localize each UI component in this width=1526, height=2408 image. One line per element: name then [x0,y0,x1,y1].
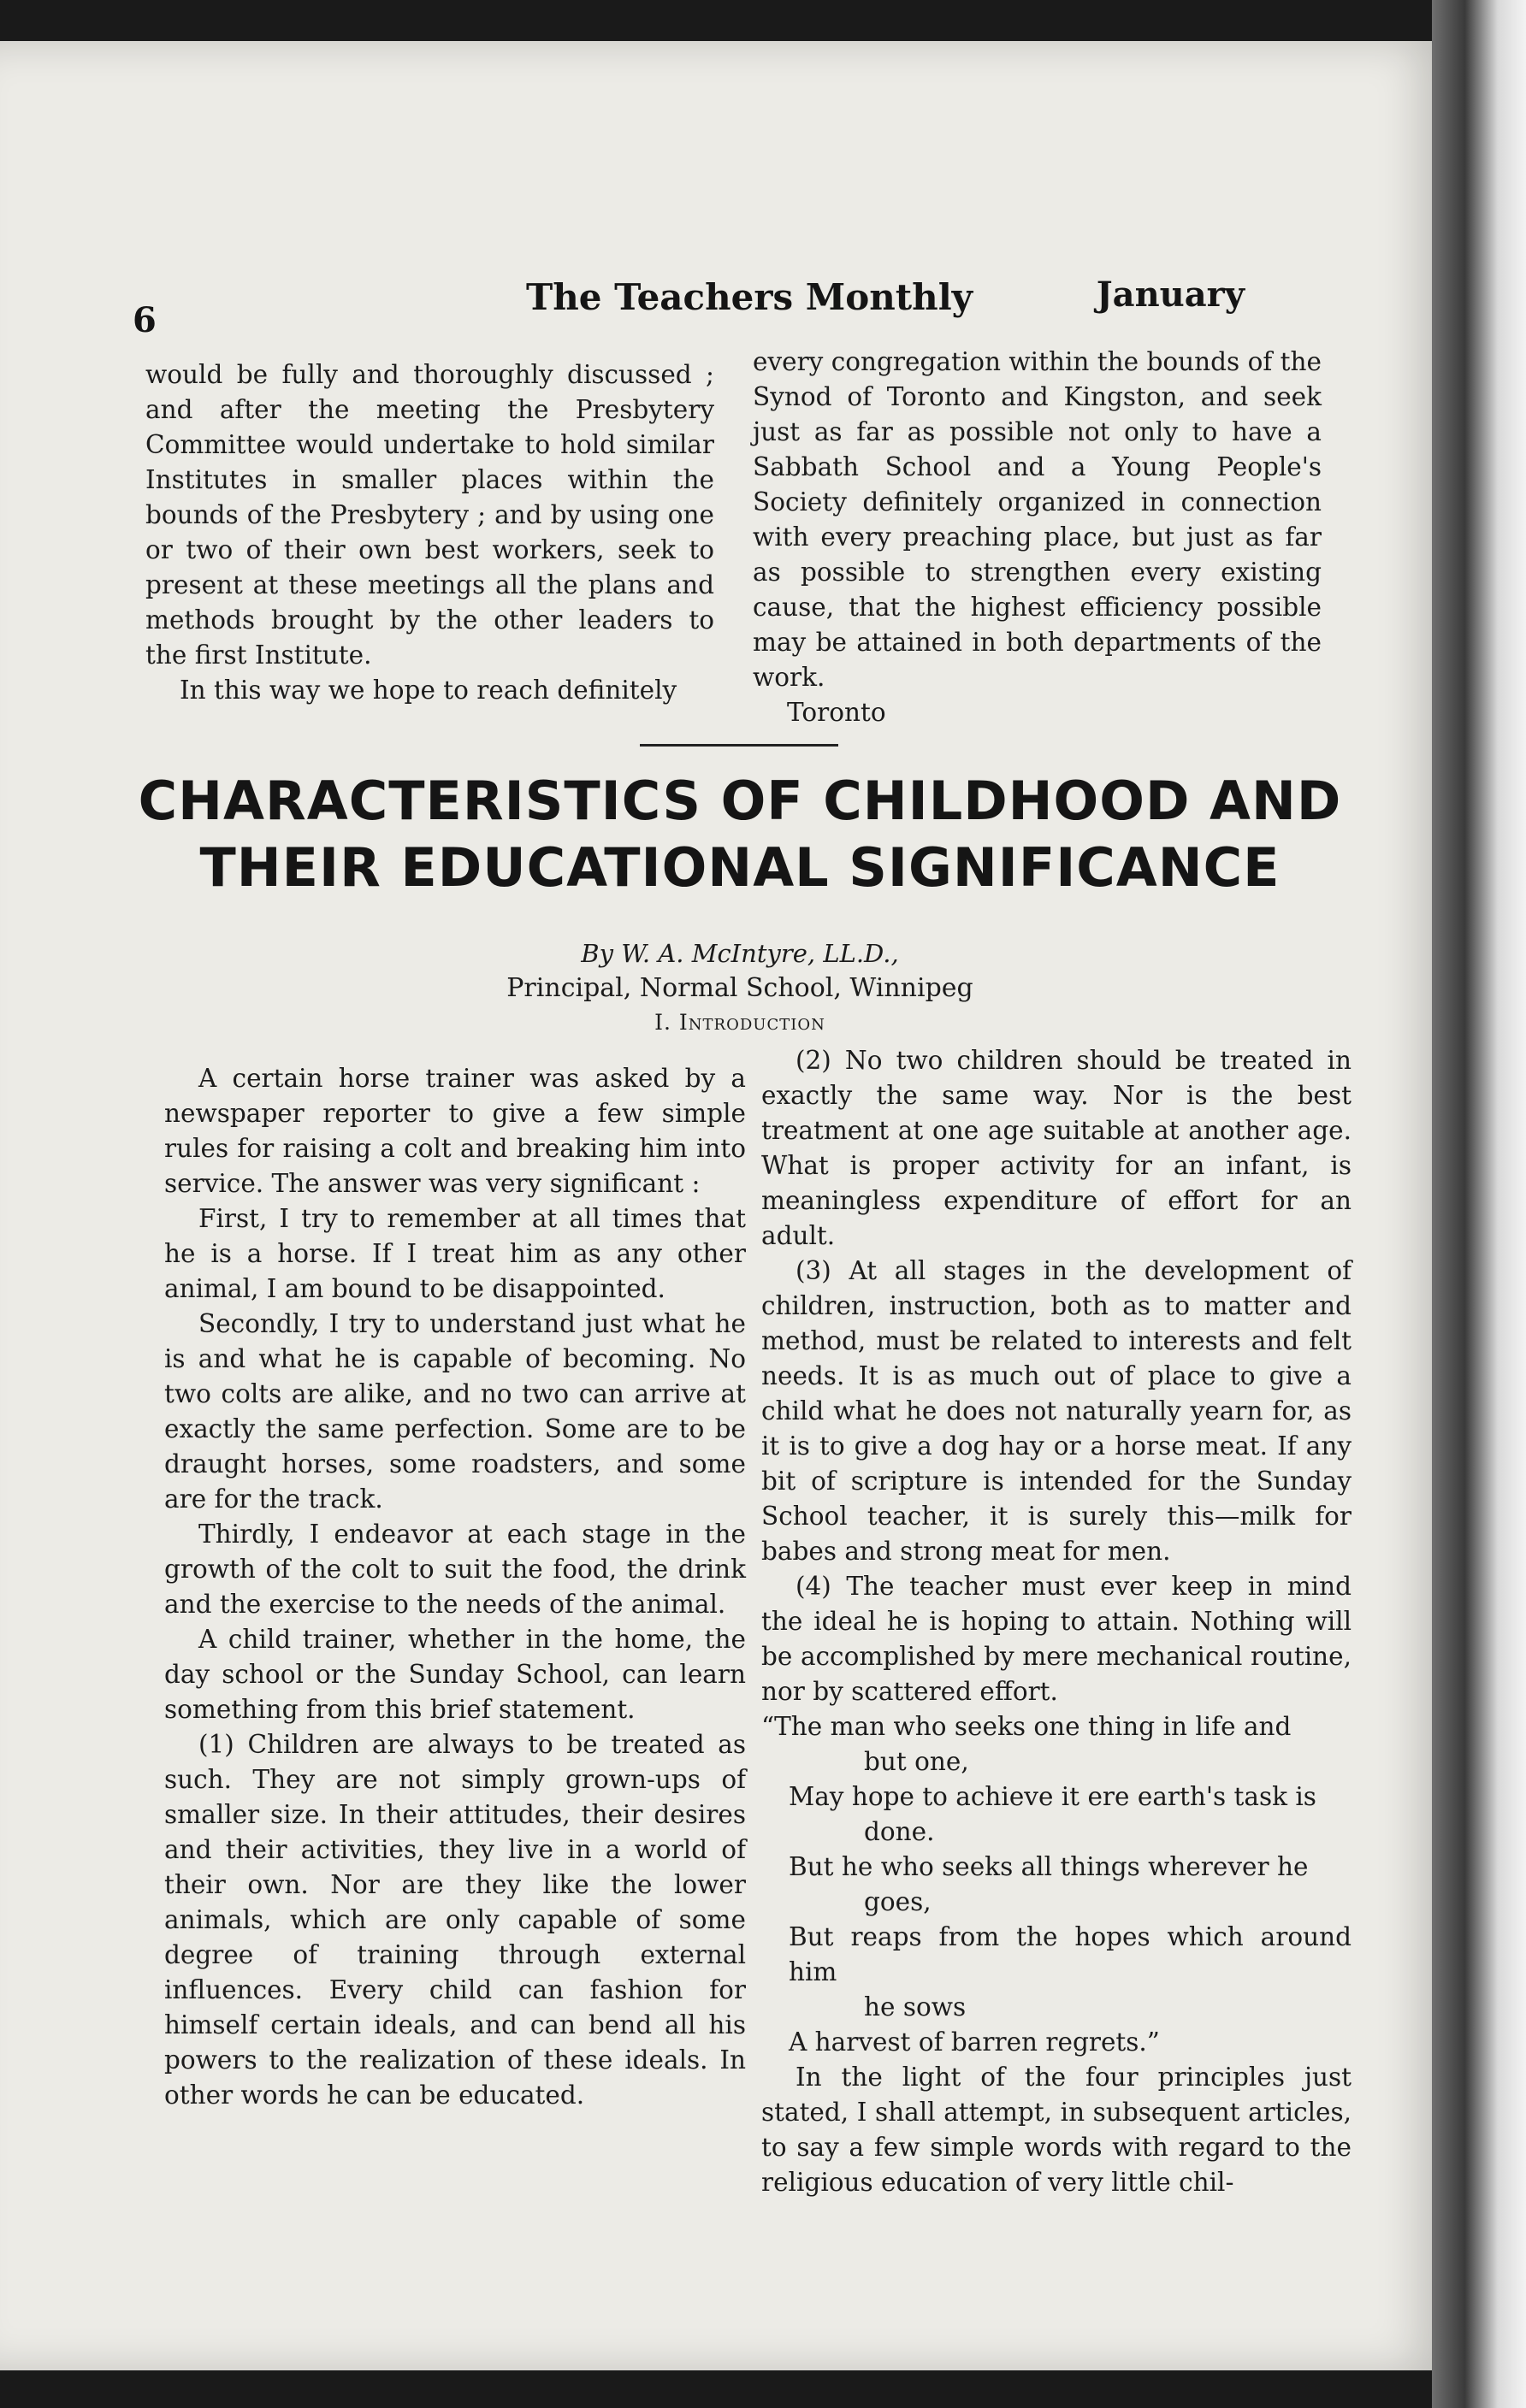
continued-article-left-column [145,357,714,708]
poem-line: May hope to achieve it ere earth's task is [789,1782,1316,1811]
quoted-poem [761,1709,1352,2060]
issue-month: January [1096,274,1245,315]
author-affiliation: Principal, Normal School, Winnipeg [506,973,973,1003]
poem-line: But he who seeks all things wherever he [789,1852,1309,1881]
section-divider [640,744,838,747]
paragraph: In the light of the four principles just stated, I shall attempt, in subsequent articles, to say a few simple words with regard to the religious education of very little chil- [761,2063,1352,2197]
poem-line-continuation: done. [864,1817,935,1846]
paragraph: Secondly, I try to understand just what he is and what he is capable of becoming. No two colts are alike, and no two can arrive at exactly the same perfection. Some are to be draught horses, some roadsters, and some are for the track. [164,1309,746,1514]
paragraph: In this way we hope to reach definitely [180,676,677,705]
paragraph: (2) No two children should be treated in exactly the same way. Nor is the best treatment at one age suitable at another age. What is proper activity for an infant, is meaningless expenditure of effort for an adult. [761,1046,1352,1250]
paragraph: would be fully and thoroughly discussed ; and after the meeting the Presbytery Committee would undertake to hold similar Institutes in smaller places within the bounds of the Presbytery ; and by using one or two of their own best workers, seek to present at these meetings all the plans and methods brought by the other leaders to the first Institute. [145,360,714,670]
poem-line-continuation: he sows [864,1992,967,2021]
paragraph: A certain horse trainer was asked by a newspaper reporter to give a few simple rules for raising a colt and breaking him into service. The answer was very significant : [164,1064,746,1198]
paragraph: (4) The teacher must ever keep in mind the ideal he is hoping to attain. Nothing will be accomplished by mere mechanical routine, nor by scattered effort. [761,1572,1352,1706]
title-line: THEIR EDUCATIONAL SIGNIFICANCE [199,836,1281,899]
author-byline: By W. A. McIntyre, LL.D., [581,939,899,968]
article-left-column [164,1061,746,2113]
page-number: 6 [133,300,157,340]
signoff-location: Toronto [787,698,886,727]
continued-article-right-column [753,345,1322,730]
running-header [133,274,1245,340]
paragraph: A child trainer, whether in the home, the day school or the Sunday School, can learn something from this brief statement. [164,1625,746,1724]
journal-page [0,41,1454,2370]
poem-line-continuation: goes, [864,1887,932,1916]
article-title [128,768,1352,901]
book-spine-edge [1432,0,1526,2408]
poem-line-continuation: but one, [864,1747,969,1776]
title-line: CHARACTERISTICS OF CHILDHOOD AND [138,770,1342,832]
poem-line: But reaps from the hopes which around him [789,1922,1352,1986]
paragraph: every congregation within the bounds of the Synod of Toronto and Kingston, and seek just as far as possible not only to have a Sabbath School and a Young People's Society definitely organized in connection with every preaching place, but just as far as possible to strengthen every existing cause, that the highest efficiency possible may be attained in both departments of the work. [753,347,1322,692]
article-right-column [761,1043,1352,2200]
paragraph: Thirdly, I endeavor at each stage in the growth of the colt to suit the food, the drink and the exercise to the needs of the animal. [164,1520,746,1619]
poem-line: A harvest of barren regrets.” [789,2027,1160,2057]
paragraph: (1) Children are always to be treated as such. They are not simply grown-ups of smaller size. In their attitudes, their desires and their activities, they live in a world of their own. Nor are they like the lower animals, which are only capable of some degree of training through external influences. Every child can fashion for himself certain ideals, and can bend all his powers to the realization of these ideals. In other words he can be educated. [164,1730,746,2110]
paragraph: First, I try to remember at all times that he is a horse. If I treat him as any other animal, I am bound to be disappointed. [164,1204,746,1303]
poem-line: “The man who seeks one thing in life and [761,1712,1292,1741]
paragraph: (3) At all stages in the development of children, instruction, both as to matter and method, must be related to interests and felt needs. It is as much out of place to give a child what he does not naturally yearn for, as it is to give a dog hay or a horse meat. If any bit of scripture is intended for the Sunday School teacher, it is surely this—milk for babes and strong meat for men. [761,1256,1352,1566]
section-heading: I. Introduction [654,1010,825,1035]
journal-title: The Teachers Monthly [526,276,973,318]
